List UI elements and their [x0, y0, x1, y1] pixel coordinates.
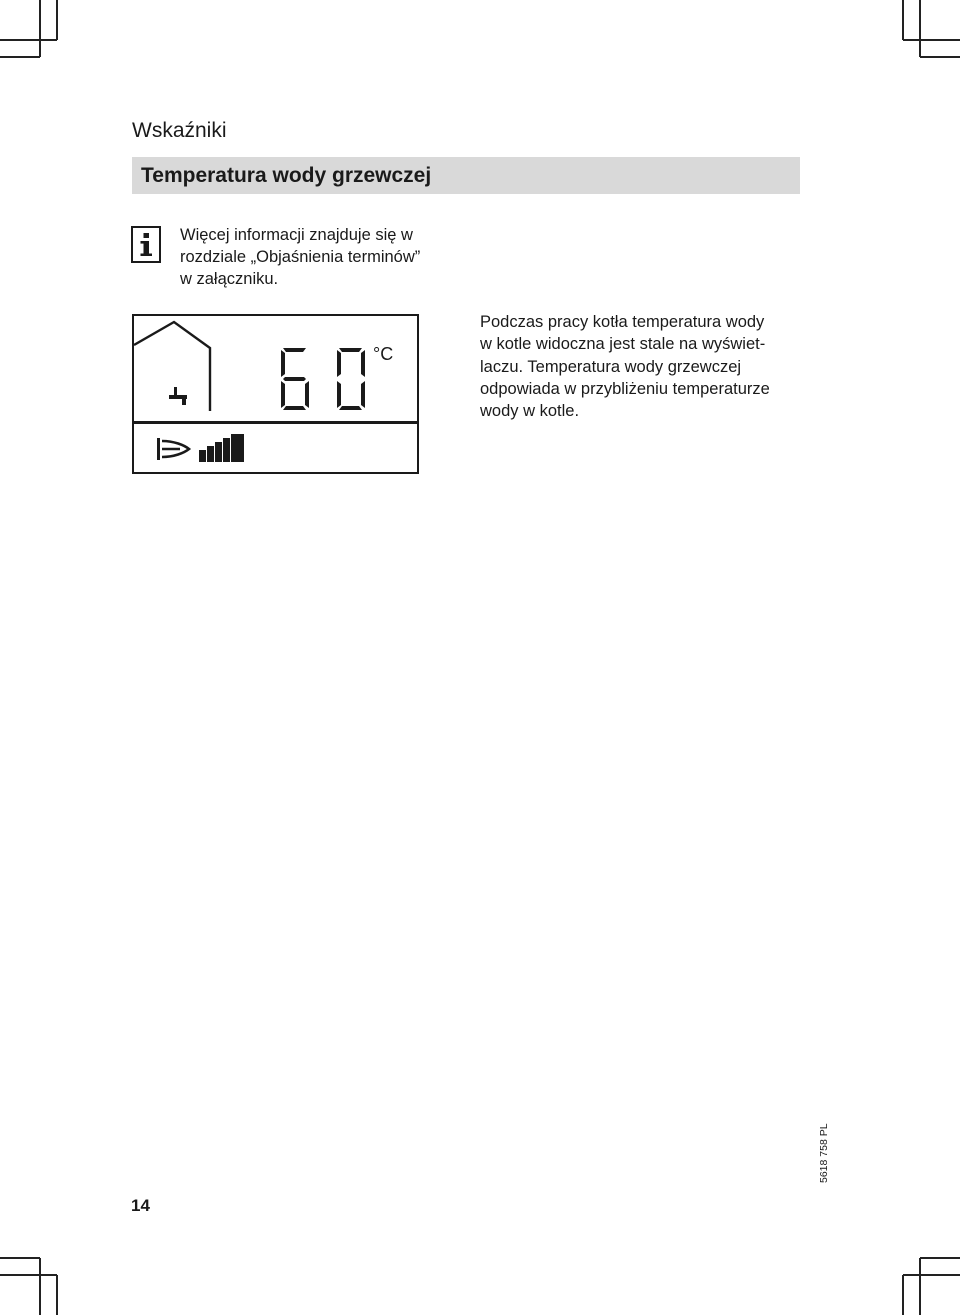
description-line: Podczas pracy kotła temperatura wody — [480, 313, 765, 331]
digit-zero — [337, 348, 365, 410]
info-note — [180, 224, 470, 290]
display-divider — [134, 421, 417, 424]
section-title: Wskaźniki — [132, 119, 227, 142]
info-note-line: Więcej informacji znajduje się w — [180, 226, 413, 244]
temperature-unit: °C — [373, 344, 394, 364]
description-line: odpowiada w przybliżeniu temperaturze — [480, 379, 770, 398]
page-number: 14 — [131, 1196, 150, 1215]
flame-icon — [157, 438, 189, 460]
description-line: laczu. Temperatura wody grzewczej — [480, 357, 742, 376]
description-line: w kotle widoczna jest stale na wyświet- — [480, 335, 766, 354]
digit-six — [281, 348, 309, 410]
info-note-line: w załączniku. — [180, 270, 279, 288]
power-level-bars-icon — [199, 434, 244, 462]
description-text — [480, 311, 810, 422]
description-line: wody w kotle. — [480, 402, 580, 421]
info-note-line: rozdziale „Objaśnienia terminów” — [180, 248, 421, 266]
tap-icon — [169, 387, 187, 405]
document-code: 5618 758 PL — [818, 1123, 830, 1183]
boiler-display — [132, 314, 419, 474]
info-icon — [131, 226, 161, 263]
page-heading: Temperatura wody grzewczej — [132, 157, 800, 194]
